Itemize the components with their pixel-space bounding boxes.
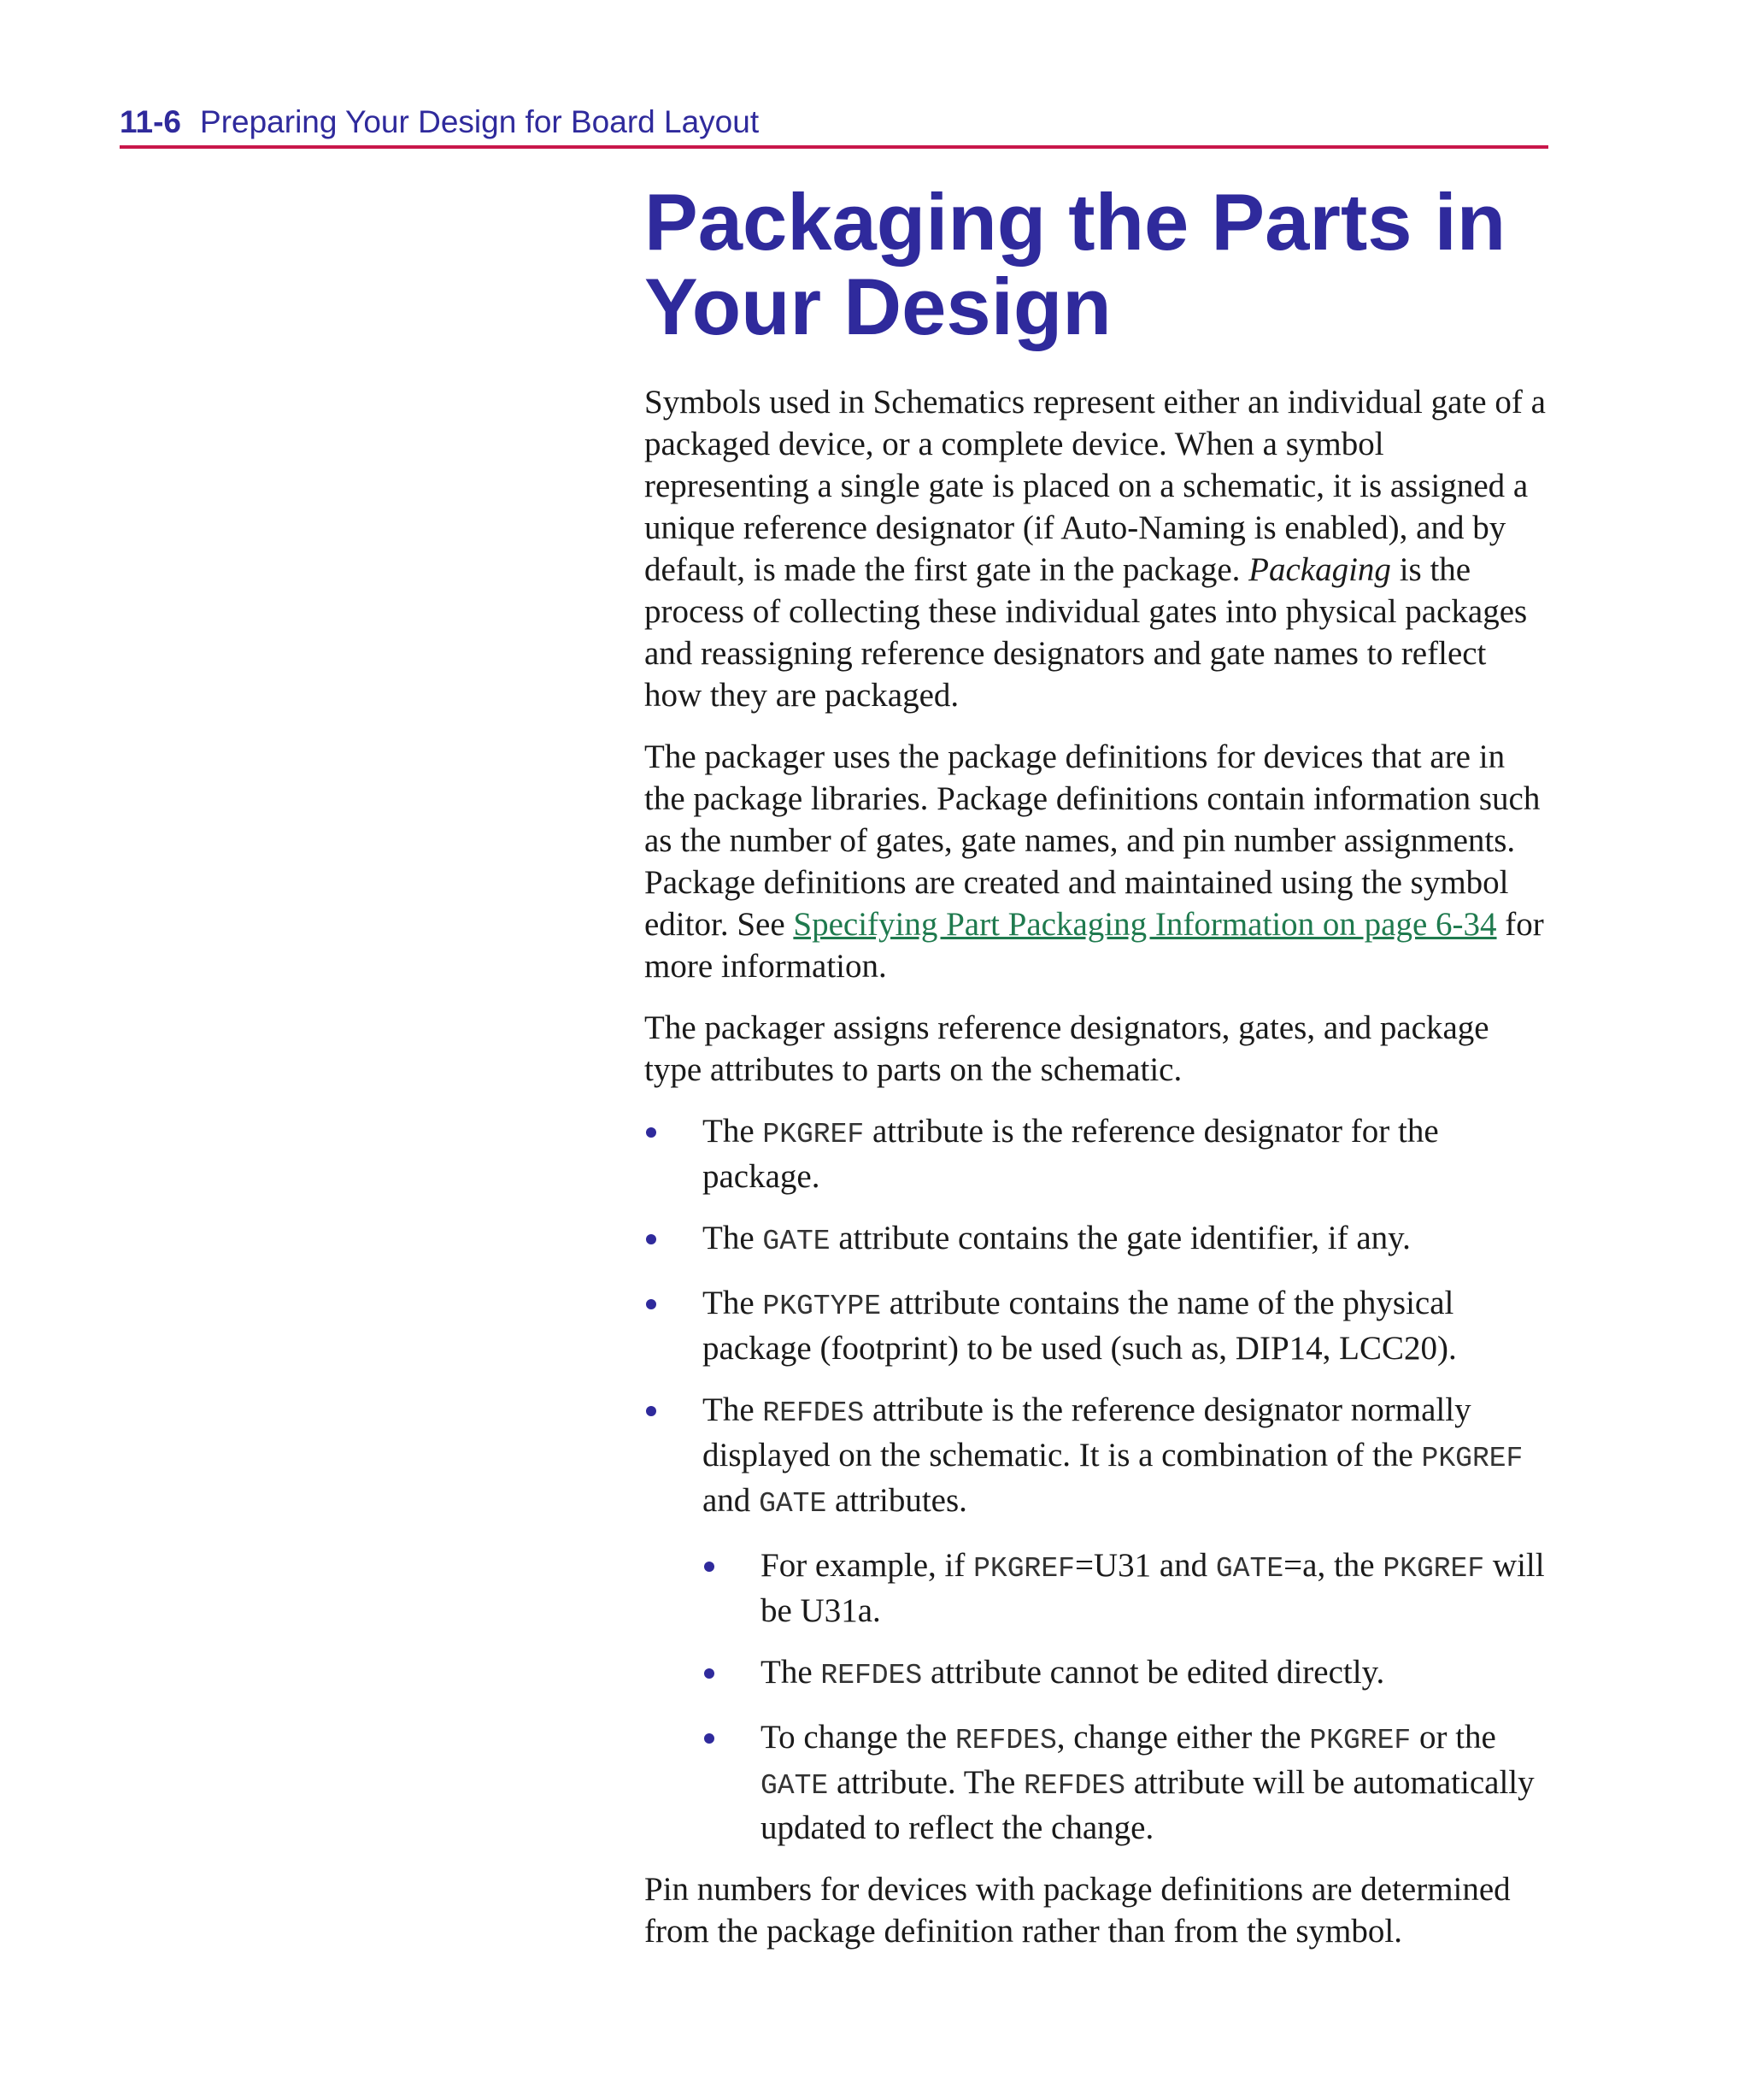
bullet-icon xyxy=(704,1733,714,1744)
packager-paragraph xyxy=(644,736,1550,987)
refdes-sub-list xyxy=(702,1544,1550,1849)
running-header xyxy=(120,104,1548,149)
packager-text-cont: for more information. xyxy=(644,906,1544,985)
bullet-icon xyxy=(646,1234,656,1244)
bullet-icon xyxy=(704,1562,714,1572)
section-title: Packaging the Parts in Your Design xyxy=(644,177,1506,351)
intro-text-cont: is the process of collecting these individual gates into physical packages and reassigning reference designators and gate names to reflect how they are packaged. xyxy=(644,551,1528,714)
list-item: The PKGREF attribute is the reference designator for the package. xyxy=(644,1110,1550,1197)
code-term: PKGREF xyxy=(762,1119,865,1150)
bullet-icon xyxy=(646,1299,656,1309)
code-term: REFDES xyxy=(820,1660,923,1691)
packager-text: The packager uses the package definitions for devices that are in the package libraries. Package definitions contain information such as the number of gates, gate names, and pin number assignments. Package definitions are created and maintained using the symbol editor. See xyxy=(644,738,1541,943)
code-term: REFDES xyxy=(954,1725,1057,1756)
attribute-list xyxy=(644,1110,1550,1849)
list-item: The GATE attribute contains the gate identifier, if any. xyxy=(644,1217,1550,1262)
cross-reference-link[interactable]: Specifying Part Packaging Information on page 6-34 xyxy=(793,906,1497,943)
code-term: GATE xyxy=(760,1770,829,1802)
code-term: GATE xyxy=(762,1226,831,1257)
code-term: GATE xyxy=(759,1488,827,1520)
bullet-icon xyxy=(646,1127,656,1138)
bullet-icon xyxy=(704,1668,714,1679)
code-term: GATE xyxy=(1215,1553,1284,1585)
chapter-title: Preparing Your Design for Board Layout xyxy=(200,104,760,139)
assign-paragraph: The packager assigns reference designators, gates, and package type attributes to parts on the schematic. xyxy=(644,1009,1489,1088)
code-term: PKGTYPE xyxy=(762,1291,882,1322)
intro-paragraph xyxy=(644,381,1550,716)
code-term: PKGREF xyxy=(1421,1443,1524,1474)
code-term: PKGREF xyxy=(973,1553,1075,1585)
sub-list-item: The REFDES attribute cannot be edited directly. xyxy=(702,1651,1550,1697)
sub-list-item: To change the REFDES, change either the PKGREF or the GATE attribute. The REFDES attribute will be automatically updated to reflect the change. xyxy=(702,1716,1550,1849)
sub-list-item: For example, if PKGREF=U31 and GATE=a, the PKGREF will be U31a. xyxy=(702,1544,1550,1632)
code-term: REFDES xyxy=(1024,1770,1125,1802)
packaging-term: Packaging xyxy=(1248,551,1391,588)
code-term: PKGREF xyxy=(1383,1553,1485,1585)
code-term: PKGREF xyxy=(1309,1725,1412,1756)
main-content xyxy=(644,179,1550,1972)
intro-text: Symbols used in Schematics represent either an individual gate of a packaged device, or a complete device. When a symbol representing a single gate is placed on a schematic, it is assigned a unique reference designator (if Auto-Naming is enabled), and by default, is made the first gate in the package. xyxy=(644,384,1546,588)
list-item: The PKGTYPE attribute contains the name of the physical package (footprint) to be used (such as, DIP14, LCC20). xyxy=(644,1282,1550,1369)
bullet-icon xyxy=(646,1406,656,1416)
list-item: The REFDES attribute is the reference designator normally displayed on the schematic. It is a combination of the PKGREF and GATE attributes. For example, if PKGREF=U31 and GATE=a, the PKGREF will be U31a. The REFDES attribute cannot be edited directly. To change the REFDES, change either the PKGREF or the GATE attribute. The REFDES attribute will be automatically updated to reflect the change. xyxy=(644,1389,1550,1849)
code-term: REFDES xyxy=(762,1397,865,1429)
pin-numbers-paragraph: Pin numbers for devices with package definitions are determined from the package definition rather than from the symbol. xyxy=(644,1871,1511,1950)
page-number: 11-6 xyxy=(120,104,182,139)
